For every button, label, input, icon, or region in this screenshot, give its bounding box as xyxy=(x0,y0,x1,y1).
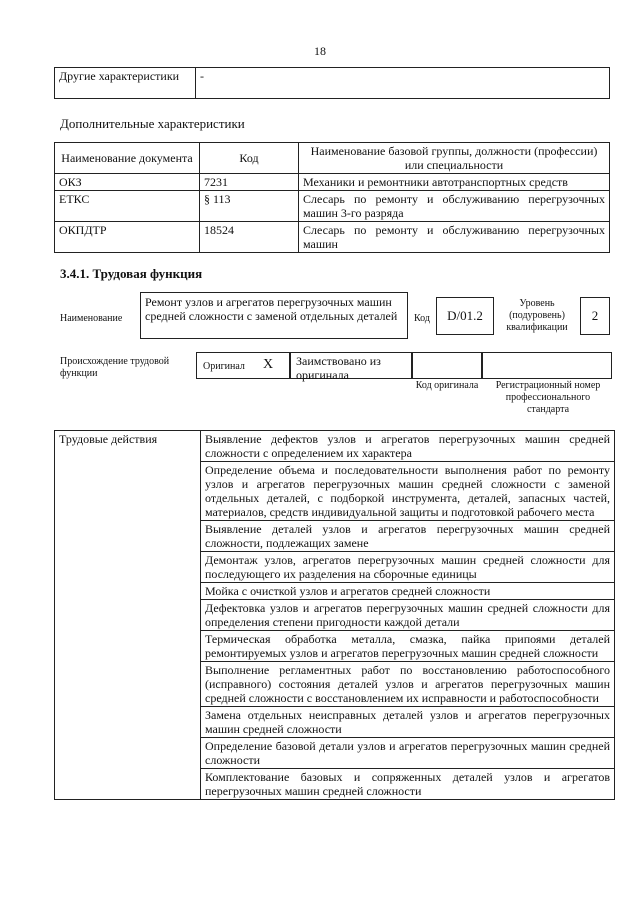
labor-action-item: Выполнение регламентных работ по восстановлению работоспособного (исправного) состояния деталей узлов и агрегатов перегрузочных машин средней сложности с восстановлением их исправности и работоспособности xyxy=(201,662,615,707)
additional-characteristics-title: Дополнительные характеристики xyxy=(60,116,245,131)
labor-actions-label: Трудовые действия xyxy=(55,431,201,800)
row-okz-name: Механики и ремонтники автотранспортных средств xyxy=(299,174,610,191)
labor-action-item: Выявление дефектов узлов и агрегатов перегрузочных машин средней сложности с определением их характера xyxy=(201,431,615,462)
code-original-caption: Код оригинала xyxy=(415,380,479,391)
original-label: Оригинал xyxy=(203,361,245,372)
row-etks-doc: ЕТКС xyxy=(55,191,200,222)
row-okpdtr-doc: ОКПДТР xyxy=(55,222,200,253)
row-etks-code: § 113 xyxy=(200,191,299,222)
other-characteristics-label: Другие характеристики xyxy=(55,68,196,99)
labor-action-item: Термическая обработка металла, смазка, пайка припоями деталей ремонтируемых узлов и агрегатов перегрузочных машин средней сложности xyxy=(201,631,615,662)
row-etks-name: Слесарь по ремонту и обслуживанию перегрузочных машин 3-го разряда xyxy=(299,191,610,222)
header-group-name: Наименование базовой группы, должности (профессии) или специальности xyxy=(299,143,610,174)
original-mark: X xyxy=(263,357,274,372)
original-cell xyxy=(196,352,290,379)
code-original-cell xyxy=(412,352,482,379)
function-code-value: D/01.2 xyxy=(436,297,494,335)
function-name-label: Наименование xyxy=(60,313,123,324)
other-characteristics-table xyxy=(54,67,610,99)
reg-number-cell xyxy=(482,352,612,379)
other-characteristics-value: - xyxy=(196,68,610,99)
labor-function-title: 3.4.1. Трудовая функция xyxy=(60,266,203,281)
qualification-level-value: 2 xyxy=(580,297,610,335)
labor-action-item: Определение базовой детали узлов и агрегатов перегрузочных машин средней сложности xyxy=(201,738,615,769)
page-number: 18 xyxy=(314,44,326,58)
reg-number-caption: Регистрационный номер профессионального стандарта xyxy=(495,380,601,415)
qualification-level-label: Уровень (подуровень) квалификации xyxy=(506,298,568,333)
origin-label: Происхождение трудовой функции xyxy=(60,356,170,379)
row-okz-doc: ОКЗ xyxy=(55,174,200,191)
borrowed-cell: Заимствовано из оригинала xyxy=(290,352,412,379)
function-code-label: Код xyxy=(414,313,430,324)
header-document: Наименование документа xyxy=(55,143,200,174)
header-code: Код xyxy=(200,143,299,174)
function-name-value: Ремонт узлов и агрегатов перегрузочных машин средней сложности с заменой отдельных деталей xyxy=(140,292,408,339)
labor-action-item: Выявление деталей узлов и агрегатов перегрузочных машин средней сложности, подлежащих замене xyxy=(201,521,615,552)
labor-action-item: Мойка с очисткой узлов и агрегатов средней сложности xyxy=(201,583,615,600)
labor-action-item: Замена отдельных неисправных деталей узлов и агрегатов перегрузочных машин средней сложности xyxy=(201,707,615,738)
labor-action-item: Демонтаж узлов, агрегатов перегрузочных машин средней сложности для последующего их разделения на сборочные единицы xyxy=(201,552,615,583)
row-okpdtr-name: Слесарь по ремонту и обслуживанию перегрузочных машин xyxy=(299,222,610,253)
labor-actions-table xyxy=(54,430,615,800)
labor-action-item: Дефектовка узлов и агрегатов перегрузочных машин средней сложности для определения степени пригодности каждой детали xyxy=(201,600,615,631)
labor-action-item: Комплектование базовых и сопряженных деталей узлов и агрегатов перегрузочных машин средней сложности xyxy=(201,769,615,800)
row-okpdtr-code: 18524 xyxy=(200,222,299,253)
additional-characteristics-table xyxy=(54,142,610,253)
row-okz-code: 7231 xyxy=(200,174,299,191)
labor-action-item: Определение объема и последовательности выполнения работ по ремонту узлов и агрегатов перегрузочных машин средней сложности с заменой отдельных деталей, с подборкой инструмента, деталей, запасных частей, материалов, средств индивидуальной защиты и подготовкой рабочего места xyxy=(201,462,615,521)
